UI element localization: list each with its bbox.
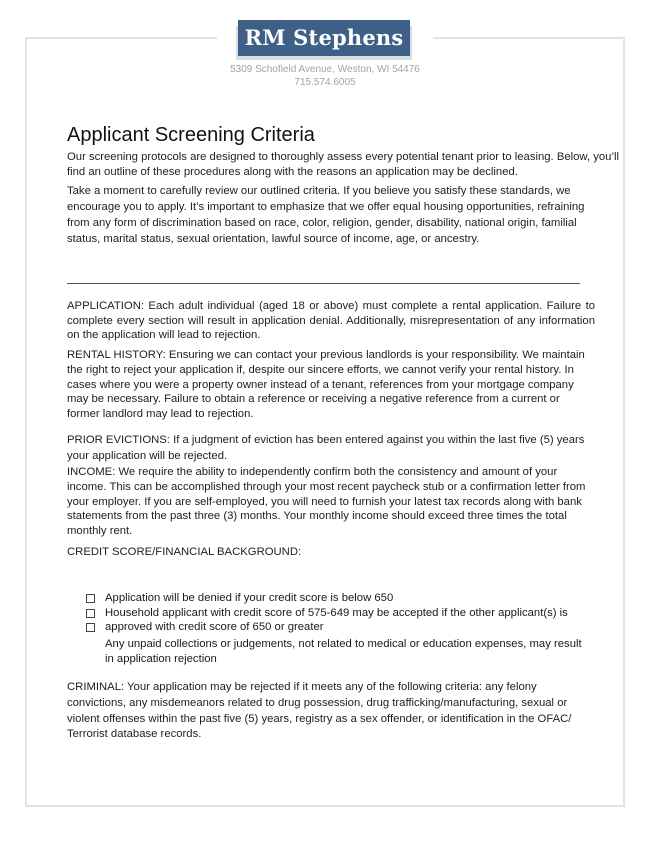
income-section: INCOME: We require the ability to independently confirm both the consistency and amount of your income. This can be accomplished through your most recent paycheck stub or a confirmation letter from your employer. If you are self-employed, you will need to furnish your latest tax records along with bank statements from the past three (3) months. Your monthly income should exceed three times the total monthly rent. <box>67 466 586 538</box>
checkbox-icon <box>86 623 95 632</box>
list-item: Household applicant with credit score of 575-649 may be accepted if the other applicant(s) is <box>86 606 586 621</box>
section-divider <box>67 283 580 284</box>
checkbox-icon <box>86 609 95 618</box>
brand-logo: RM Stephens <box>238 20 410 56</box>
list-item: Application will be denied if your credit score is below 650 <box>86 591 586 606</box>
intro-paragraph-2: Take a moment to carefully review our outlined criteria. If you believe you satisfy these standards, we encourage you to apply. It’s important to emphasize that we offer equal housing opportunities, refraining from any form of discrimination based on race, color, religion, gender, disability, national origin, familial status, marital status, sexual orientation, lawful source of income, age, or ancestry. <box>67 185 585 245</box>
application-section: APPLICATION: Each adult individual (aged 18 or above) must complete a rental application. Failure to complete every section will result in application denial. Additionally, misrepresentation of any information on the application will lead to rejection. <box>67 300 595 341</box>
page-title: Applicant Screening Criteria <box>67 124 315 146</box>
company-address: 5309 Schofield Avenue, Weston, WI 54476 <box>230 64 420 75</box>
list-item: approved with credit score of 650 or greater <box>86 620 586 635</box>
credit-note: Any unpaid collections or judgements, not related to medical or education expenses, may result in application rejection <box>105 638 582 665</box>
prior-evictions-section: PRIOR EVICTIONS: If a judgment of eviction has been entered against you within the last five (5) years your application will be rejected. <box>67 434 585 462</box>
company-phone: 715.574.6005 <box>294 77 356 88</box>
credit-criteria-list <box>86 591 586 635</box>
intro-paragraph-1: Our screening protocols are designed to thoroughly assess every potential tenant prior to leasing. Below, you’ll find an outline of these procedures along with the reasons an application may be declined. <box>67 151 619 178</box>
criminal-section: CRIMINAL: Your application may be rejected if it meets any of the following criteria: any felony convictions, any misdemeanors related to drug possession, drug trafficking/manufacturing, sexual or violent offenses within the past five (5) years, registry as a sex offender, or identification in the OFAC/ Terrorist database records. <box>67 681 572 741</box>
rental-history-section: RENTAL HISTORY: Ensuring we can contact your previous landlords is your responsibility. We maintain the right to reject your application if, despite our sincere efforts, we cannot verify your rental history. In cases where you were a property owner instead of a tenant, references from your mortgage company may be necessary. Failure to obtain a reference or receiving a negative reference from a current or former landlord may lead to rejection. <box>67 349 585 421</box>
checkbox-icon <box>86 594 95 603</box>
credit-heading: CREDIT SCORE/FINANCIAL BACKGROUND: <box>67 546 302 558</box>
